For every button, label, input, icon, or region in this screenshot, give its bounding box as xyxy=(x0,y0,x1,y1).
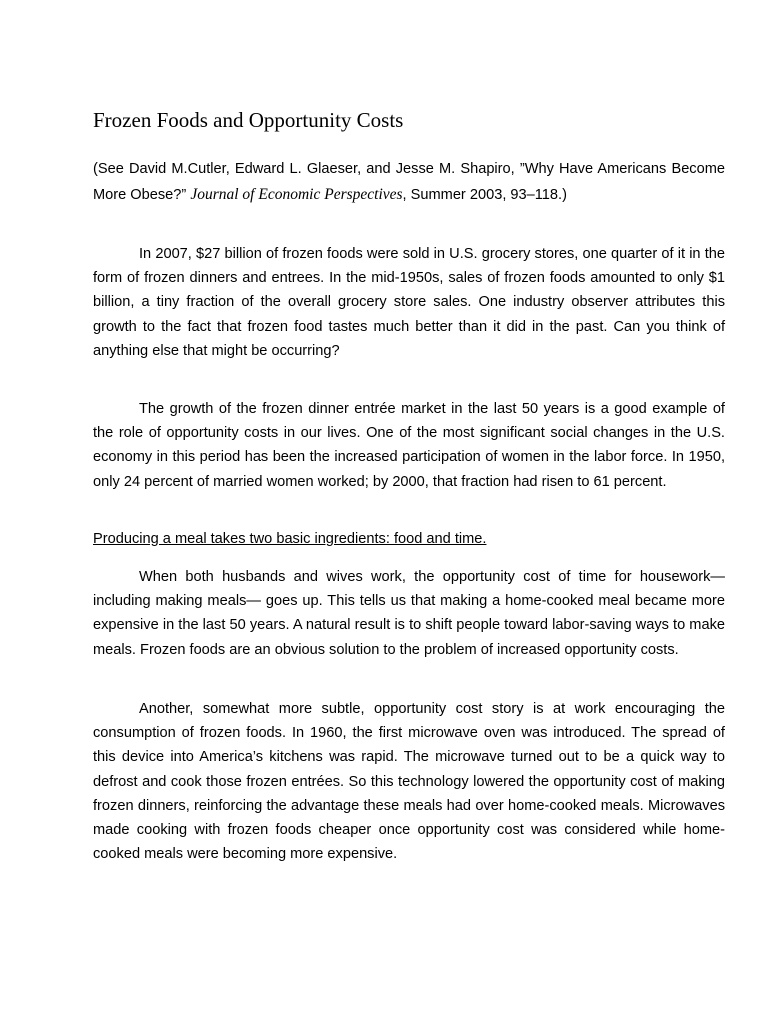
paragraph-working-couples: When both husbands and wives work, the opportunity cost of time for housework—including making meals— goes up. This tells us that making a home-cooked meal became more expensive in the last 50 years. A natural result is to shift people toward labor-saving ways to make meals. Frozen foods are an obvious solution to the problem of increased opportunity costs. xyxy=(93,569,725,658)
citation-text-start: (See David M.Cutler, Edward L. Glaeser, and Jesse M. Shapiro, ”Why Have Americans Become More Obese?” xyxy=(93,161,725,203)
paragraph-frozen-food-sales: In 2007, $27 billion of frozen foods were sold in U.S. grocery stores, one quarter of it in the form of frozen dinners and entrees. In the mid-1950s, sales of frozen foods amounted to only $1 billion, a tiny fraction of the overall grocery store sales. One industry observer attributes this growth to the fact that frozen food tastes much better than it did in the past. Can you think of anything else that might be occurring? xyxy=(93,246,725,359)
citation-text-end: , Summer 2003, 93–118.) xyxy=(402,187,567,203)
document-title: Frozen Foods and Opportunity Costs xyxy=(93,108,404,132)
paragraph-microwave-story: Another, somewhat more subtle, opportunity cost story is at work encouraging the consumption of frozen foods. In 1960, the first microwave oven was introduced. The spread of this device into America’s kitchens was rapid. The microwave turned out to be a quick way to defrost and cook those frozen entrées. So this technology lowered the opportunity cost of making frozen dinners, reinforcing the advantage these meals had over home-cooked meals. Microwaves made cooking with frozen foods cheaper once opportunity cost was considered while home-cooked meals were becoming more expensive. xyxy=(93,701,725,863)
paragraph-entree-market-growth: The growth of the frozen dinner entrée market in the last 50 years is a good example of the role of opportunity costs in our lives. One of the most significant social changes in the U.S. economy in this period has been the increased participation of women in the labor force. In 1950, only 24 percent of married women worked; by 2000, that fraction had risen to 61 percent. xyxy=(93,401,725,490)
citation xyxy=(93,157,725,208)
citation-journal: Journal of Economic Perspectives xyxy=(190,186,403,203)
section-subheading: Producing a meal takes two basic ingredients: food and time. xyxy=(93,531,487,547)
